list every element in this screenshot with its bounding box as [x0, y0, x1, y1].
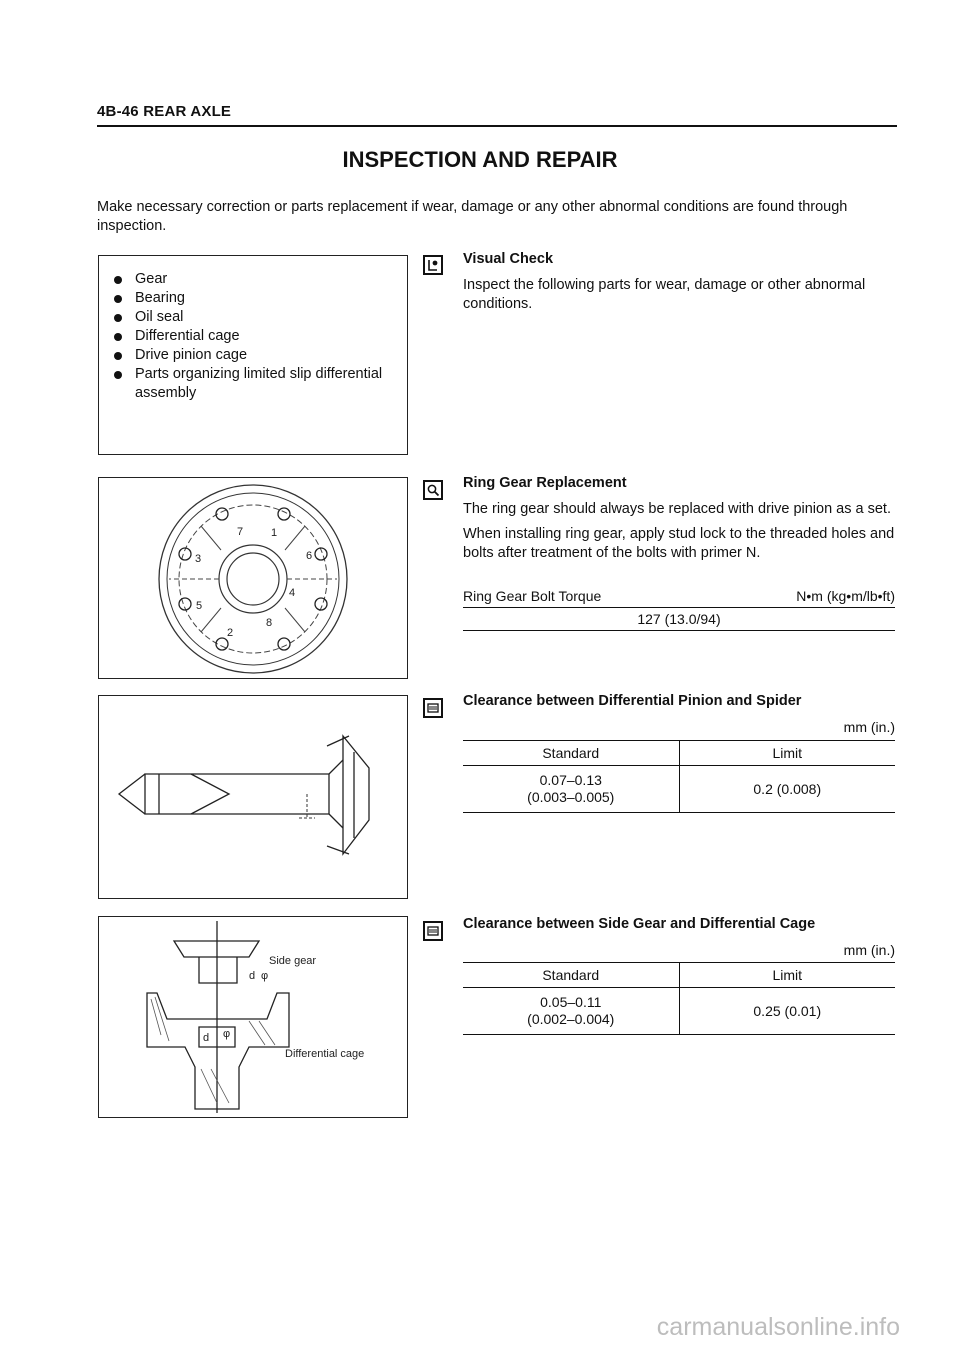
phi-label: φ	[261, 970, 269, 982]
ring-gear-body	[463, 500, 899, 569]
pinion-spider-diagram	[99, 696, 407, 898]
list-item: Gear	[107, 270, 397, 289]
parts-list	[107, 270, 397, 403]
header-rule	[97, 125, 897, 127]
bolt-number: 6	[306, 550, 313, 562]
torque-unit: N•m (kg•m/lb•ft)	[796, 588, 895, 604]
parts-list-box	[98, 255, 408, 455]
bolt-number: 8	[266, 617, 273, 629]
side-gear-unit: mm (in.)	[843, 942, 895, 958]
column-header: Standard	[463, 741, 679, 766]
limit-cell: 0.25 (0.01)	[679, 988, 895, 1035]
measure-icon	[423, 698, 443, 718]
visual-check-title: Visual Check	[463, 251, 554, 267]
bolt-number: 1	[271, 527, 278, 539]
bolt-number: 5	[196, 600, 203, 612]
bolt-number: 3	[195, 553, 202, 565]
standard-cell: 0.05–0.11 (0.002–0.004)	[463, 988, 679, 1035]
ring-gear-title: Ring Gear Replacement	[463, 475, 627, 491]
list-item: Differential cage	[107, 327, 397, 346]
ring-gear-diagram	[99, 478, 407, 678]
pinion-spider-unit: mm (in.)	[843, 719, 895, 735]
torque-table	[463, 588, 895, 631]
intro-text: Make necessary correction or parts replacement if wear, damage or any other abnormal conditions are found through inspection.	[97, 199, 848, 234]
list-item: Parts organizing limited slip differential assembly	[107, 365, 397, 403]
watermark: carmanualsonline.info	[656, 1313, 900, 1341]
list-item: Bearing	[107, 289, 397, 308]
standard-cell: 0.07–0.13 (0.003–0.005)	[463, 766, 679, 813]
side-gear-label: Side gear	[269, 955, 317, 967]
limit-cell: 0.2 (0.008)	[679, 766, 895, 813]
column-header: Limit	[679, 741, 895, 766]
side-gear-figure	[98, 916, 408, 1118]
torque-label: Ring Gear Bolt Torque	[463, 588, 602, 604]
d-label: d	[249, 970, 256, 982]
page-title: INSPECTION AND REPAIR	[342, 147, 618, 172]
differential-cage-label: Differential cage	[285, 1048, 365, 1060]
ring-gear-figure	[98, 477, 408, 679]
torque-value: 127 (13.0/94)	[637, 611, 721, 627]
bolt-number: 7	[237, 526, 244, 538]
ring-gear-para1: The ring gear should always be replaced with drive pinion as a set.	[463, 501, 891, 517]
side-gear-diagram	[99, 917, 407, 1117]
pinion-spider-title: Clearance between Differential Pinion and Spider	[463, 693, 802, 709]
list-item: Drive pinion cage	[107, 346, 397, 365]
ring-gear-para2: When installing ring gear, apply stud lock to the threaded holes and bolts after treatment of the bolts with primer N.	[463, 526, 895, 561]
table-row	[463, 766, 895, 813]
page-header: 4B-46 REAR AXLE	[97, 103, 232, 120]
bolt-number: 4	[289, 587, 296, 599]
bolt-number: 2	[227, 627, 234, 639]
pinion-spider-figure	[98, 695, 408, 899]
list-item: Oil seal	[107, 308, 397, 327]
pinion-spider-table	[463, 740, 895, 813]
column-header: Standard	[463, 963, 679, 988]
visual-check-icon	[423, 255, 443, 275]
phi-label: φ	[223, 1028, 231, 1040]
visual-check-body: Inspect the following parts for wear, damage or other abnormal conditions.	[463, 277, 866, 312]
d-label: d	[203, 1032, 210, 1044]
magnifier-icon	[423, 480, 443, 500]
column-header: Limit	[679, 963, 895, 988]
side-gear-title: Clearance between Side Gear and Differential Cage	[463, 916, 816, 932]
table-row	[463, 988, 895, 1035]
side-gear-table	[463, 962, 895, 1035]
measure-icon	[423, 921, 443, 941]
